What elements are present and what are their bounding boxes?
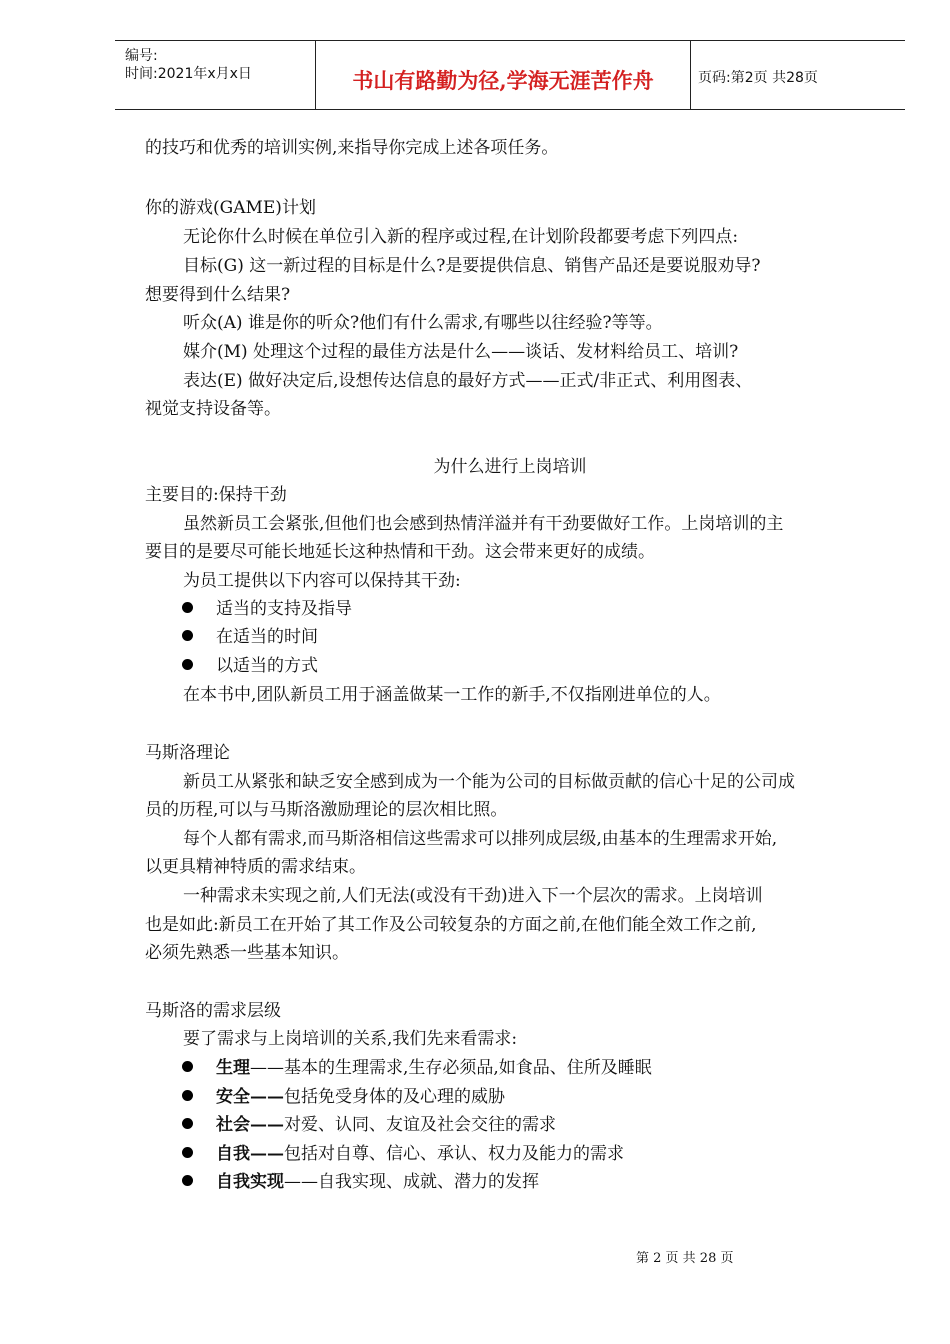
paragraph-line: 在本书中,团队新员工用于涵盖做某一工作的新手,不仅指刚进单位的人。 bbox=[183, 685, 721, 705]
need-term: 自我实现 bbox=[216, 1172, 284, 1192]
section-title-why-induction: 为什么进行上岗培训 bbox=[433, 457, 587, 477]
game-expression-line: 表达(E) 做好决定后,设想传达信息的最好方式——正式/非正式、利用图表、 bbox=[183, 371, 753, 391]
paragraph-line: 也是如此:新员工在开始了其工作及公司较复杂的方面之前,在他们能全效工作之前, bbox=[145, 915, 757, 935]
section-heading-maslow-hierarchy: 马斯洛的需求层级 bbox=[145, 1001, 281, 1021]
paragraph-line: 要了需求与上岗培训的关系,我们先来看需求: bbox=[183, 1029, 518, 1049]
section-heading-maslow-theory: 马斯洛理论 bbox=[145, 743, 230, 763]
bullet-icon bbox=[182, 659, 193, 670]
paragraph-line: 想要得到什么结果? bbox=[145, 285, 291, 305]
footer-page-number: 第 2 页 共 28 页 bbox=[636, 1251, 734, 1266]
need-item-social bbox=[216, 1114, 556, 1136]
header-motto-cell bbox=[315, 41, 691, 109]
subheading-main-purpose: 主要目的:保持干劲 bbox=[145, 485, 287, 505]
need-description: ——基本的生理需求,生存必须品,如食品、住所及睡眠 bbox=[250, 1058, 652, 1078]
need-term: 自我—— bbox=[216, 1144, 284, 1164]
need-term: 安全—— bbox=[216, 1087, 284, 1107]
bullet-icon bbox=[182, 1090, 193, 1101]
need-description: 包括免受身体的及心理的威胁 bbox=[284, 1087, 505, 1107]
need-term: 生理 bbox=[216, 1058, 250, 1078]
header-meta-cell bbox=[115, 41, 315, 109]
paragraph-line: 为员工提供以下内容可以保持其干劲: bbox=[183, 571, 461, 591]
paragraph-line: 的技巧和优秀的培训实例,来指导你完成上述各项任务。 bbox=[145, 138, 559, 158]
paragraph-line: 视觉支持设备等。 bbox=[145, 399, 281, 419]
section-heading-game-plan: 你的游戏(GAME)计划 bbox=[145, 198, 316, 218]
bullet-icon bbox=[182, 630, 193, 641]
header-motto: 书山有路勤为径,学海无涯苦作舟 bbox=[352, 68, 654, 93]
paragraph-line: 员的历程,可以与马斯洛激励理论的层次相比照。 bbox=[145, 800, 508, 820]
need-term: 社会—— bbox=[216, 1115, 284, 1135]
need-description: 包括对自尊、信心、承认、权力及能力的需求 bbox=[284, 1144, 624, 1164]
need-item-physiological bbox=[216, 1057, 652, 1079]
bullet-icon bbox=[182, 1147, 193, 1158]
game-media-line: 媒介(M) 处理这个过程的最佳方法是什么——谈话、发材料给员工、培训? bbox=[183, 342, 739, 362]
header-page-number: 页码:第2页 共28页 bbox=[698, 70, 818, 86]
need-item-self-actualization bbox=[216, 1171, 539, 1193]
list-item: 在适当的时间 bbox=[216, 627, 318, 647]
paragraph-line: 要目的是要尽可能长地延长这种热情和干劲。这会带来更好的成绩。 bbox=[145, 542, 655, 562]
need-description: ——自我实现、成就、潜力的发挥 bbox=[284, 1172, 539, 1192]
paragraph-line: 一种需求未实现之前,人们无法(或没有干劲)进入下一个层次的需求。上岗培训 bbox=[183, 886, 763, 906]
document-number-label: 编号: bbox=[125, 48, 158, 64]
need-description: 对爱、认同、友谊及社会交往的需求 bbox=[284, 1115, 556, 1135]
paragraph-line: 无论你什么时候在单位引入新的程序或过程,在计划阶段都要考虑下列四点: bbox=[183, 227, 739, 247]
bullet-icon bbox=[182, 1118, 193, 1129]
list-item: 适当的支持及指导 bbox=[216, 599, 352, 619]
need-item-safety bbox=[216, 1086, 505, 1108]
list-item: 以适当的方式 bbox=[216, 656, 318, 676]
paragraph-line: 必须先熟悉一些基本知识。 bbox=[145, 943, 349, 963]
header-page-cell bbox=[690, 41, 905, 109]
paragraph-line: 以更具精神特质的需求结束。 bbox=[145, 857, 366, 877]
document-date-label: 时间:2021年x月x日 bbox=[125, 66, 252, 82]
bullet-icon bbox=[182, 1061, 193, 1072]
game-audience-line: 听众(A) 谁是你的听众?他们有什么需求,有哪些以往经验?等等。 bbox=[183, 313, 663, 333]
bullet-icon bbox=[182, 1175, 193, 1186]
game-goal-line: 目标(G) 这一新过程的目标是什么?是要提供信息、销售产品还是要说服劝导? bbox=[183, 256, 761, 276]
page-header bbox=[115, 40, 905, 110]
need-item-esteem bbox=[216, 1143, 624, 1165]
paragraph-line: 新员工从紧张和缺乏安全感到成为一个能为公司的目标做贡献的信心十足的公司成 bbox=[183, 772, 795, 792]
bullet-icon bbox=[182, 602, 193, 613]
paragraph-line: 虽然新员工会紧张,但他们也会感到热情洋溢并有干劲要做好工作。上岗培训的主 bbox=[183, 514, 784, 534]
paragraph-line: 每个人都有需求,而马斯洛相信这些需求可以排列成层级,由基本的生理需求开始, bbox=[183, 829, 778, 849]
